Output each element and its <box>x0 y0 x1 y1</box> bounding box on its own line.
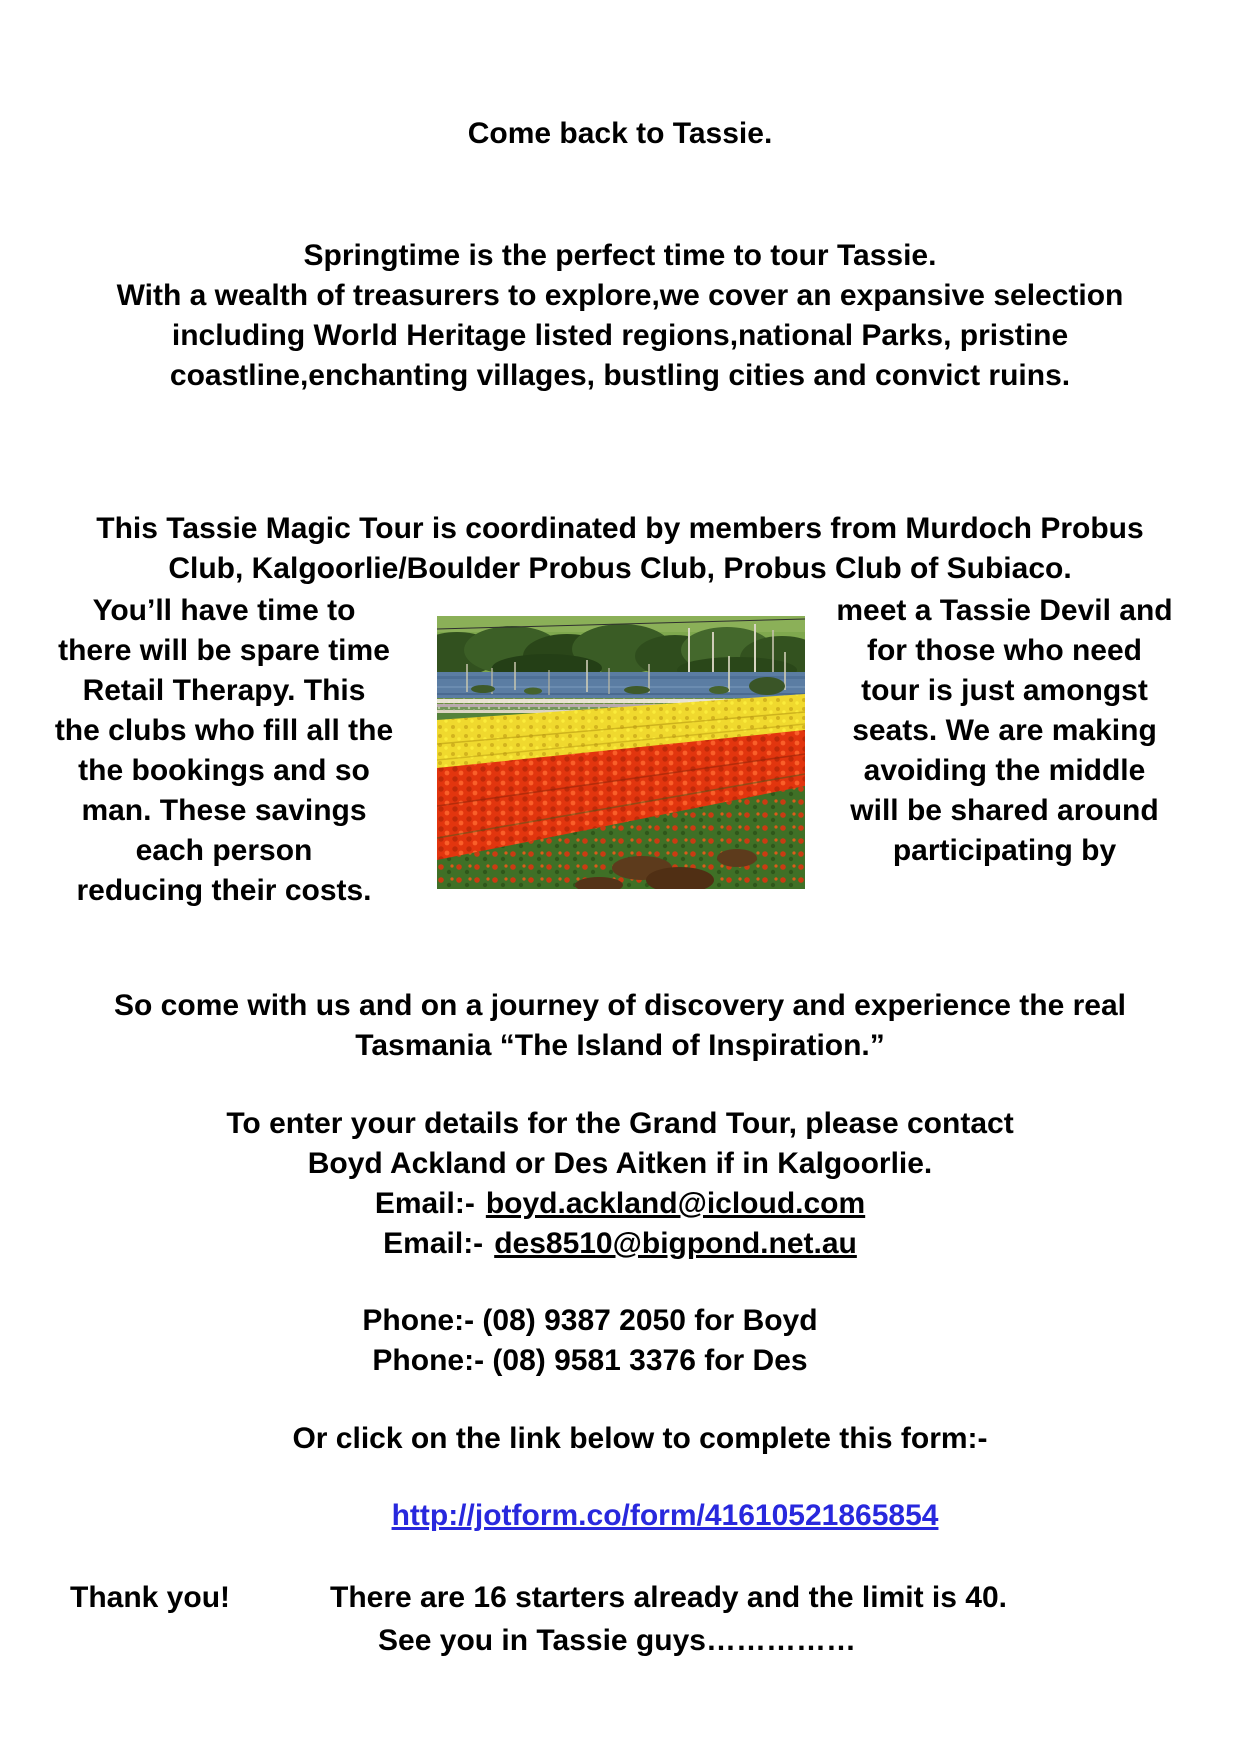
wrap-right-line: meet a Tassie Devil and <box>836 594 1173 627</box>
journey-line: So come with us and on a journey of discovery and experience the real <box>114 989 1126 1022</box>
phone-line-boyd: Phone:- (08) 9387 2050 for Boyd <box>362 1304 818 1337</box>
jotform-link[interactable]: http://jotform.co/form/41610521865854 <box>391 1499 939 1532</box>
journey-line: Tasmania “The Island of Inspiration.” <box>355 1029 885 1062</box>
footer-starters: There are 16 starters already and the limit is 40. <box>330 1581 1007 1614</box>
intro-line: coastline,enchanting villages, bustling cities and convict ruins. <box>169 359 1071 392</box>
wrap-left-line: man. These savings <box>81 794 367 827</box>
intro-line: With a wealth of treasurers to explore,we cover an expansive selection <box>116 279 1124 312</box>
wrap-left-line: each person <box>135 834 313 867</box>
wrap-left-line: Retail Therapy. This <box>82 674 366 707</box>
email-link-des[interactable]: des8510@bigpond.net.au <box>494 1227 857 1260</box>
intro-line: Springtime is the perfect time to tour Tassie. <box>303 239 937 272</box>
intro-paragraph <box>0 236 1240 396</box>
email-label: Email:- <box>383 1227 484 1260</box>
phone-line-des: Phone:- (08) 9581 3376 for Des <box>372 1344 808 1377</box>
wrap-left-line: You’ll have time to <box>92 594 356 627</box>
wrap-right-line: will be shared around <box>850 794 1159 827</box>
coordinators-paragraph <box>0 509 1240 589</box>
coordinators-line: This Tassie Magic Tour is coordinated by members from Murdoch Probus <box>96 512 1144 545</box>
contact-block <box>0 1104 1240 1264</box>
footer-see-you: See you in Tassie guys…………… <box>378 1624 856 1657</box>
wrap-right-line: participating by <box>892 834 1117 867</box>
wrap-left-line: the bookings and so <box>78 754 370 787</box>
wrap-left-line: the clubs who fill all the <box>54 714 394 747</box>
email-link-boyd[interactable]: boyd.ackland@icloud.com <box>485 1187 866 1220</box>
intro-line: including World Heritage listed regions,national Parks, pristine <box>171 319 1069 352</box>
wrap-right-line: avoiding the middle <box>863 754 1146 787</box>
wrap-right-line: tour is just amongst <box>861 674 1148 707</box>
footer-thanks: Thank you! <box>70 1581 231 1614</box>
phone-block <box>0 1301 1180 1381</box>
wrap-right-column <box>812 591 1197 871</box>
jotform-link-row <box>90 1496 1240 1536</box>
coordinators-line: Club, Kalgoorlie/Boulder Probus Club, Probus Club of Subiaco. <box>168 552 1072 585</box>
wrap-left-line: reducing their costs. <box>76 874 372 907</box>
email-row-boyd <box>0 1184 1240 1224</box>
form-instruction: Or click on the link below to complete this form:- <box>292 1422 988 1455</box>
wrap-right-line: for those who need <box>866 634 1142 667</box>
wrap-left-column <box>20 591 428 911</box>
page-title: Come back to Tassie. <box>467 117 773 150</box>
journey-paragraph <box>0 986 1240 1066</box>
contact-names: Boyd Ackland or Des Aitken if in Kalgoorlie. <box>307 1147 933 1180</box>
wrap-left-line: there will be spare time <box>58 634 390 667</box>
wrap-right-line: seats. We are making <box>852 714 1157 747</box>
contact-intro: To enter your details for the Grand Tour, please contact <box>226 1107 1014 1140</box>
email-label: Email:- <box>374 1187 475 1220</box>
email-row-des <box>0 1224 1240 1264</box>
tulip-field-photo <box>437 616 805 889</box>
